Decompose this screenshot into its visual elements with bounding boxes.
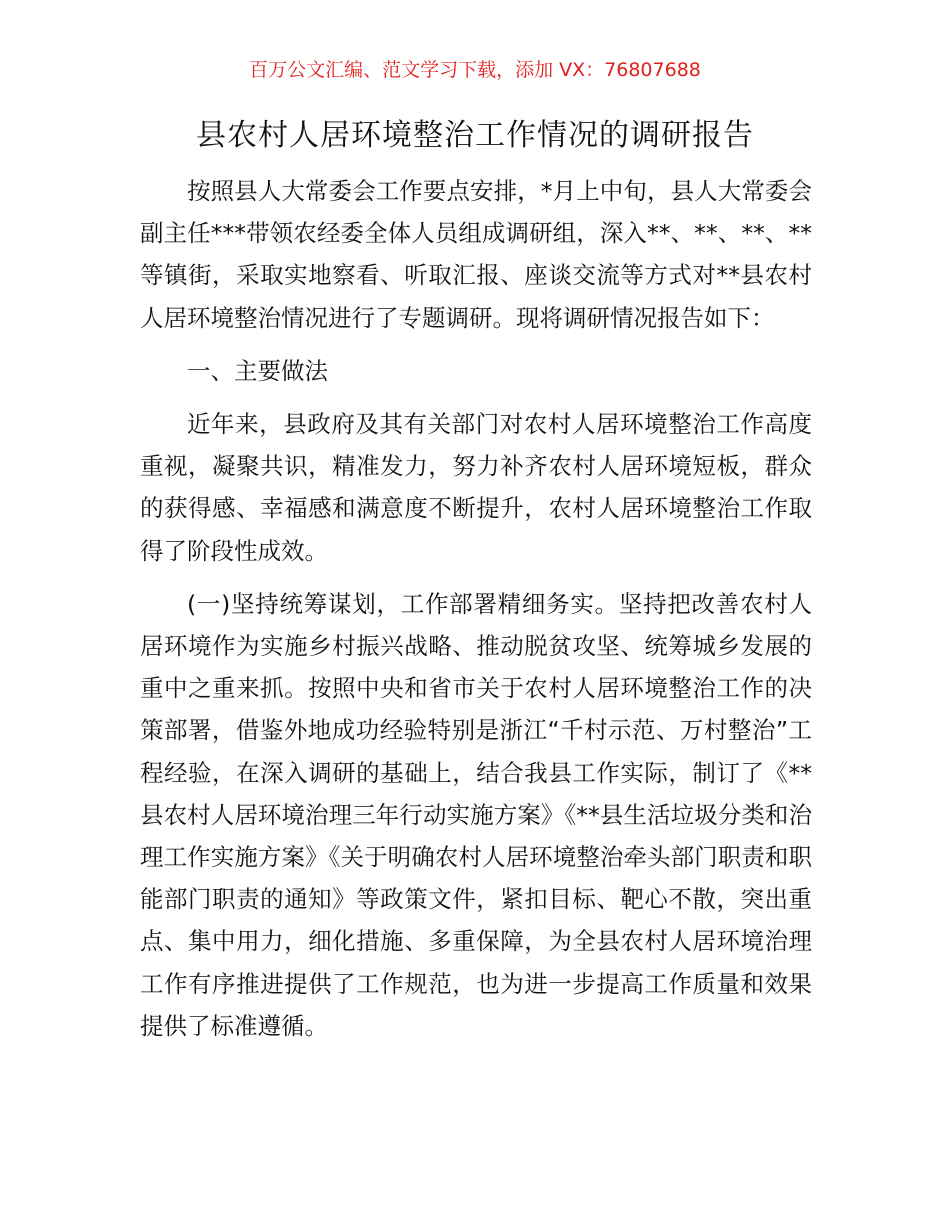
point-one-paragraph: (一)坚持统筹谋划，工作部署精细务实。坚持把改善农村人居环境作为实施乡村振兴战略、推动脱贫攻坚、统筹城乡发展的重中之重来抓。按照中央和省市关于农村人居环境整治工作的决策部署，借鉴外地成功经验特别是浙江“千村示范、万村整治”工程经验，在深入调研的基础上，结合我县工作实际，制订了《**县农村人居环境治理三年行动实施方案》《**县生活垃圾分类和治理工作实施方案》《关于明确农村人居环境整治牵头部门职责和职能部门职责的通知》等政策文件，紧扣目标、靶心不散，突出重点、集中用力，细化措施、多重保障，为全县农村人居环境治理工作有序推进提供了工作规范，也为进一步提高工作质量和效果提供了标准遵循。 (140, 589, 812, 1040)
document-body (140, 170, 812, 1047)
watermark-banner: 百万公文汇编、范文学习下载，添加 VX：76807688 (249, 59, 701, 81)
section-heading: 一、主要做法 (187, 356, 328, 385)
intro-paragraph: 按照县人大常委会工作要点安排，*月上中旬，县人大常委会副主任***带领农经委全体人员组成调研组，深入**、**、**、**等镇街，采取实地察看、听取汇报、座谈交流等方式对**县农村人居环境整治情况进行了专题调研。现将调研情况报告如下： (140, 177, 812, 332)
document-title: 县农村人居环境整治工作情况的调研报告 (196, 118, 754, 153)
section-intro-paragraph: 近年来，县政府及其有关部门对农村人居环境整治工作高度重视，凝聚共识，精准发力，努力补齐农村人居环境短板，群众的获得感、幸福感和满意度不断提升，农村人居环境整治工作取得了阶段性成效。 (140, 410, 812, 565)
